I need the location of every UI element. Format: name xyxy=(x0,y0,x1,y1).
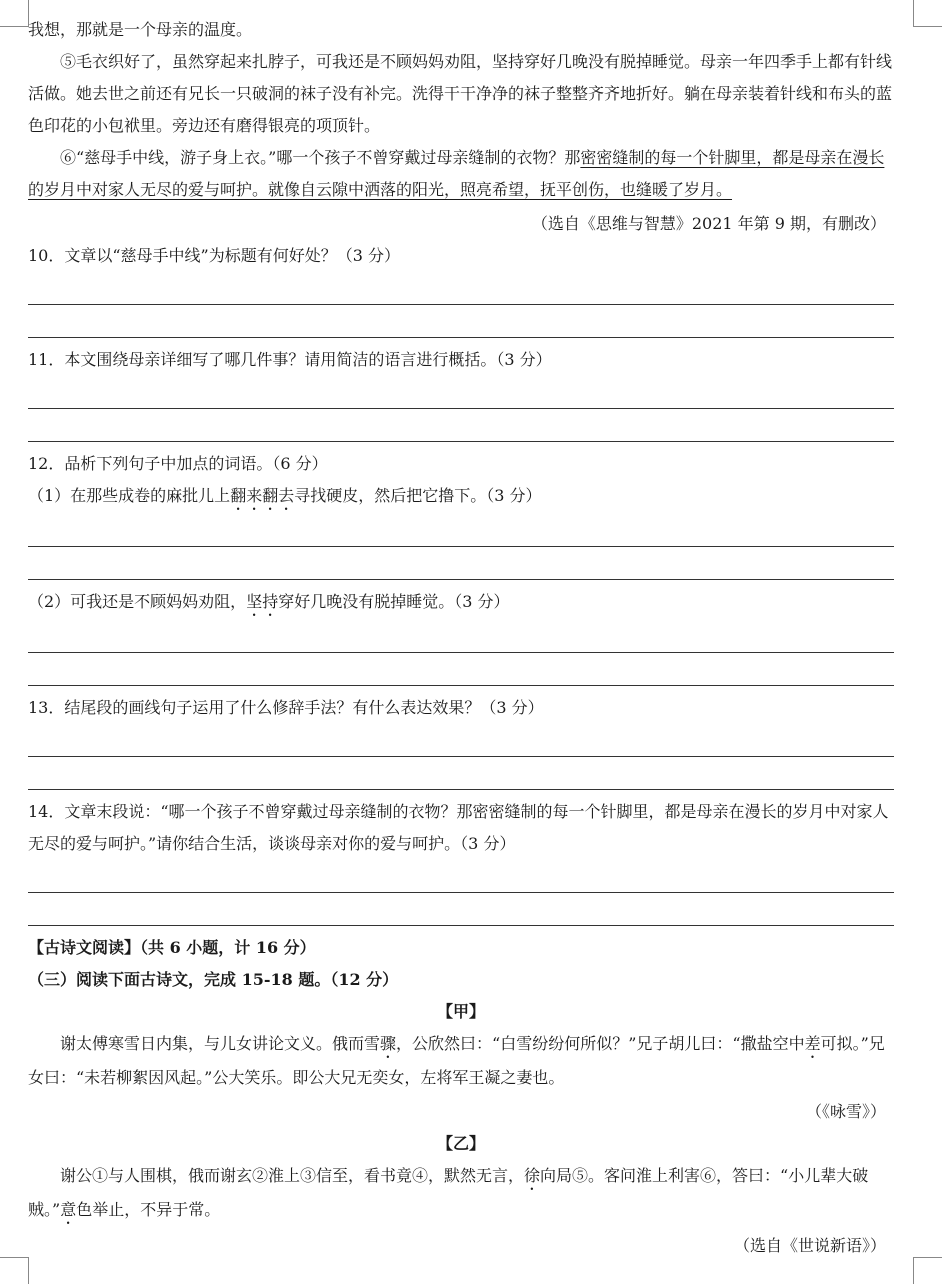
yi-part: 向局⑤。客问淮上利害⑥，答曰：“小儿辈大破贼。” xyxy=(28,1166,869,1219)
answer-line[interactable] xyxy=(28,893,894,926)
question-14 xyxy=(28,796,894,926)
answer-line[interactable] xyxy=(28,376,894,409)
yi-part: 色举止，不异于常。 xyxy=(76,1200,221,1219)
question-11 xyxy=(28,344,894,442)
jia-part: ，公欣然曰：“白雪纷纷何所似？”兄子胡儿曰：“撒盐空中 xyxy=(396,1034,805,1053)
passage-jia-source: （《咏雪》） xyxy=(805,1102,886,1121)
classical-subsection-header: （三）阅读下面古诗文，完成 15-18 题。（12 分） xyxy=(28,970,399,989)
answer-line[interactable] xyxy=(28,409,894,442)
question-10 xyxy=(28,240,894,338)
passage-yi-source: （选自《世说新语》） xyxy=(733,1236,886,1255)
question-10-text: 10．文章以“慈母手中线”为标题有何好处？（3 分） xyxy=(28,246,400,265)
passage-line-start: 我想，那就是一个母亲的温度。 xyxy=(28,20,253,39)
yi-part: 谢公①与人围棋，俄而谢玄②淮上③信至，看书竟④，默然无言， xyxy=(60,1166,525,1185)
answer-line[interactable] xyxy=(28,757,894,790)
passage-source: （选自《思维与智慧》2021 年第 9 期，有删改） xyxy=(531,214,886,233)
q12-1-dotted-word: 翻来翻去 xyxy=(230,486,295,505)
crop-mark-bottom-right xyxy=(913,1257,942,1284)
jia-part: 谢太傅寒雪日内集，与儿女讲论文义。俄而雪 xyxy=(60,1034,381,1053)
passage-yi xyxy=(28,1160,894,1228)
answer-line[interactable] xyxy=(28,305,894,338)
q12-1-part: 寻找硬皮，然后把它撸下。（3 分） xyxy=(294,486,542,505)
question-12 xyxy=(28,448,894,686)
q12-2-part: 穿好几晚没有脱掉睡觉。（3 分） xyxy=(278,592,510,611)
passage-paragraph-5: ⑤毛衣织好了，虽然穿起来扎脖子，可我还是不顾妈妈劝阻，坚持穿好几晚没有脱掉睡觉。母亲一年四季手上都有针线活做。她去世之前还有兄长一只破洞的袜子没有补完。洗得干干净净的袜子整整齐齐地折好。躺在母亲装着针线和布头的蓝色印花的小包袱里。旁边还有磨得银亮的项顶针。 xyxy=(28,52,893,135)
answer-line[interactable] xyxy=(28,514,894,547)
passage-jia xyxy=(28,1028,894,1094)
q12-2-part: （2）可我还是不顾妈妈劝阻， xyxy=(28,592,247,611)
answer-line[interactable] xyxy=(28,272,894,305)
question-12-1-text xyxy=(28,480,894,514)
answer-line[interactable] xyxy=(28,653,894,686)
jia-part: 可拟。”兄女曰：“未若柳絮因风起。”公大笑乐。即公大兄无奕女，左将军王凝之妻也。 xyxy=(28,1034,885,1087)
jia-dotted-word: 骤 xyxy=(380,1034,397,1053)
question-11-text: 11．本文围绕母亲详细写了哪几件事？请用简洁的语言进行概括。（3 分） xyxy=(28,350,552,369)
passage-yi-title: 【乙】 xyxy=(436,1134,485,1153)
crop-mark-top-right xyxy=(913,0,942,27)
q12-1-part: （1）在那些成卷的麻批儿上 xyxy=(28,486,231,505)
passage-jia-title: 【甲】 xyxy=(436,1002,485,1021)
question-12-text: 12．品析下列句子中加点的词语。（6 分） xyxy=(28,454,328,473)
yi-dotted-word: 意 xyxy=(60,1200,77,1219)
question-13 xyxy=(28,692,894,790)
question-13-text: 13．结尾段的画线句子运用了什么修辞手法？有什么表达效果？（3 分） xyxy=(28,698,544,717)
crop-mark-top-left xyxy=(0,0,29,27)
answer-line[interactable] xyxy=(28,547,894,580)
q12-2-dotted-word: 坚持 xyxy=(246,592,279,611)
classical-section-header: 【古诗文阅读】（共 6 小题，计 16 分） xyxy=(28,938,316,957)
content xyxy=(28,14,894,1262)
crop-mark-bottom-left xyxy=(0,1257,29,1284)
answer-line[interactable] xyxy=(28,620,894,653)
answer-line[interactable] xyxy=(28,724,894,757)
passage-paragraph-6 xyxy=(28,142,894,206)
question-14-text: 14．文章末段说：“哪一个孩子不曾穿戴过母亲缝制的衣物？那密密缝制的每一个针脚里，都是母亲在漫长的岁月中对家人无尽的爱与呵护。”请你结合生活，谈谈母亲对你的爱与呵护。（3 分） xyxy=(28,802,889,853)
p6-underlined-sentence: 密密缝制的每一个针脚里，都是母亲在漫长的岁月中对家人无尽的爱与呵护。就像自云隙中洒落的阳光，照亮希望，抚平创伤，也缝暖了岁月。 xyxy=(28,148,885,199)
yi-dotted-word: 徐 xyxy=(524,1166,541,1185)
p6-text: ⑥“慈母手中线，游子身上衣。”哪一个孩子不曾穿戴过母亲缝制的衣物？那 xyxy=(60,148,581,167)
jia-dotted-word: 差 xyxy=(804,1034,821,1053)
question-12-2-text xyxy=(28,586,894,620)
answer-line[interactable] xyxy=(28,860,894,893)
